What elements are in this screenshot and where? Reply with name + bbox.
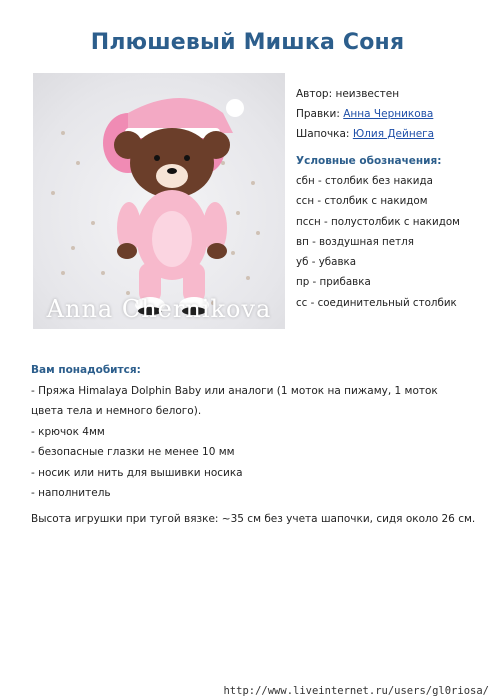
photo-watermark: Anna Chernikova — [46, 295, 272, 323]
legend-list — [296, 171, 460, 313]
teddy-bear-illustration — [33, 73, 285, 329]
legend-item: сс - соединительный столбик — [296, 296, 457, 309]
hat-label: Шапочка: — [296, 128, 350, 140]
materials-item: - безопасные глазки не менее 10 мм — [31, 446, 235, 458]
legend-item: сбн - столбик без накида — [296, 175, 433, 187]
author-row — [296, 84, 460, 104]
page-title: Плюшевый Мишка Соня — [90, 30, 405, 55]
edits-label: Правки: — [296, 108, 340, 120]
edits-author-link[interactable]: Анна Черникова — [343, 108, 434, 120]
edits-row — [296, 104, 460, 124]
height-note: Высота игрушки при тугой вязке: ~35 см без учета шапочки, сидя около 26 см. — [31, 513, 476, 525]
legend-item: уб - убавка — [296, 256, 357, 269]
author-value: неизвестен — [335, 88, 400, 100]
legend-item: ссн - столбик с накидом — [296, 195, 428, 208]
meta-info — [296, 84, 460, 313]
materials-section — [31, 360, 471, 504]
hat-row — [296, 124, 460, 144]
legend-item: вп - воздушная петля — [296, 235, 414, 248]
legend-item: пссн - полустолбик с накидом — [296, 215, 460, 228]
bear-photo — [33, 73, 285, 329]
legend-item: пр - прибавка — [296, 276, 371, 289]
author-label: Автор: — [296, 88, 333, 100]
footer-url: http://www.liveinternet.ru/users/gl0riosa/ — [223, 685, 489, 697]
materials-item: - носик или нить для вышивки носика — [31, 466, 243, 479]
materials-item: - наполнитель — [31, 487, 111, 499]
materials-title: Вам понадобится: — [31, 364, 141, 376]
materials-item: - Пряжа Himalaya Dolphin Baby или аналоги (1 моток на пижаму, 1 моток цвета тела и немного белого). — [31, 384, 438, 417]
hat-author-link[interactable]: Юлия Дейнега — [352, 128, 435, 140]
materials-item: - крючок 4мм — [31, 425, 105, 438]
legend-title: Условные обозначения: — [296, 155, 442, 167]
